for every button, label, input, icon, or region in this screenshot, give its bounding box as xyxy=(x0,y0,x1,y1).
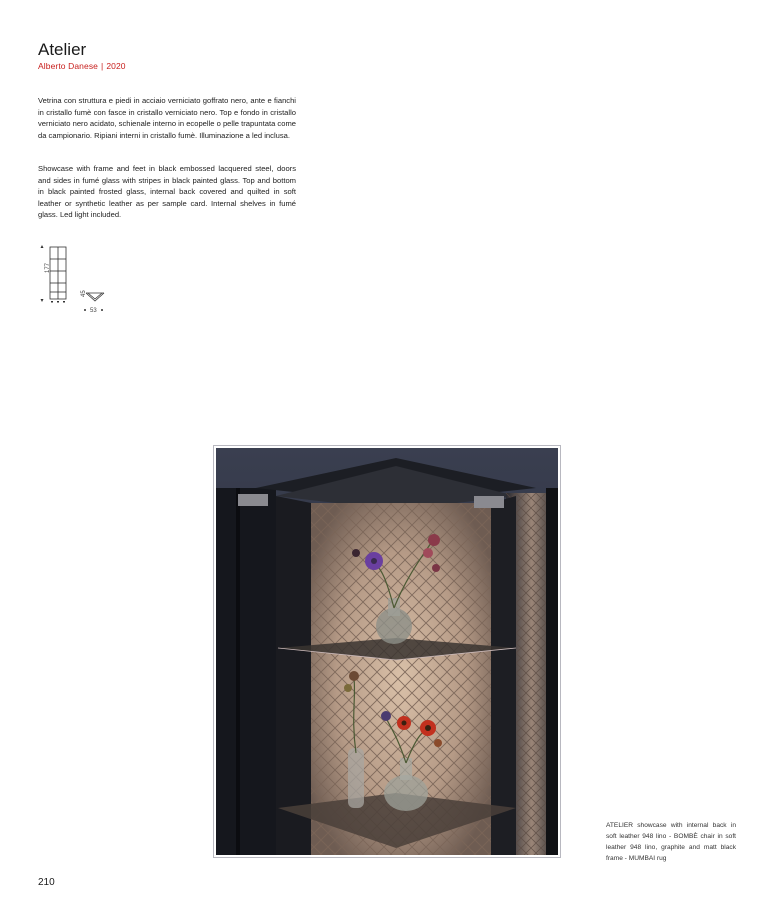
height-label: 177 xyxy=(45,262,51,273)
height-dimension-line xyxy=(41,245,44,302)
plan-view-drawing xyxy=(86,293,104,301)
front-elevation-drawing xyxy=(50,247,66,299)
product-title: Atelier xyxy=(38,40,87,59)
designer-line xyxy=(38,61,126,71)
description-english: Showcase with frame and feet in black embossed lacquered steel, doors and sides in fumé glass with stripes in black painted glass. Top and bottom in black painted frosted glass, internal back covered and quilted in soft leather or synthetic leather as per sample card. Internal shelves in fumé glass. Led light included. xyxy=(38,164,296,220)
depth-label: 45 xyxy=(81,290,87,297)
dimension-diagram xyxy=(36,242,116,317)
separator: | xyxy=(101,61,104,71)
page-number: 210 xyxy=(38,877,55,888)
product-photo xyxy=(213,445,561,858)
description-italian: Vetrina con struttura e piedi in acciaio verniciato goffrato nero, ante e fianchi in cristallo fumè con fasce in cristallo verniciato nero. Top e fondo in cristallo verniciato nero acidato, schienale interno in ecopelle o pelle trapuntata come da campionario. Ripiani interni in cristallo fumè. Illuminazione a led inclusa. xyxy=(38,96,296,140)
photo-caption: ATELIER showcase with internal back in soft leather 948 lino - BOMBÈ chair in soft leather 948 lino, graphite and matt black frame - MUMBAI rug xyxy=(606,822,736,862)
feet-markers xyxy=(51,301,65,303)
width-label: 53 xyxy=(90,308,97,314)
showcase-illustration xyxy=(216,448,558,855)
design-year: 2020 xyxy=(106,61,126,71)
designer-name: Alberto Danese xyxy=(38,61,98,71)
